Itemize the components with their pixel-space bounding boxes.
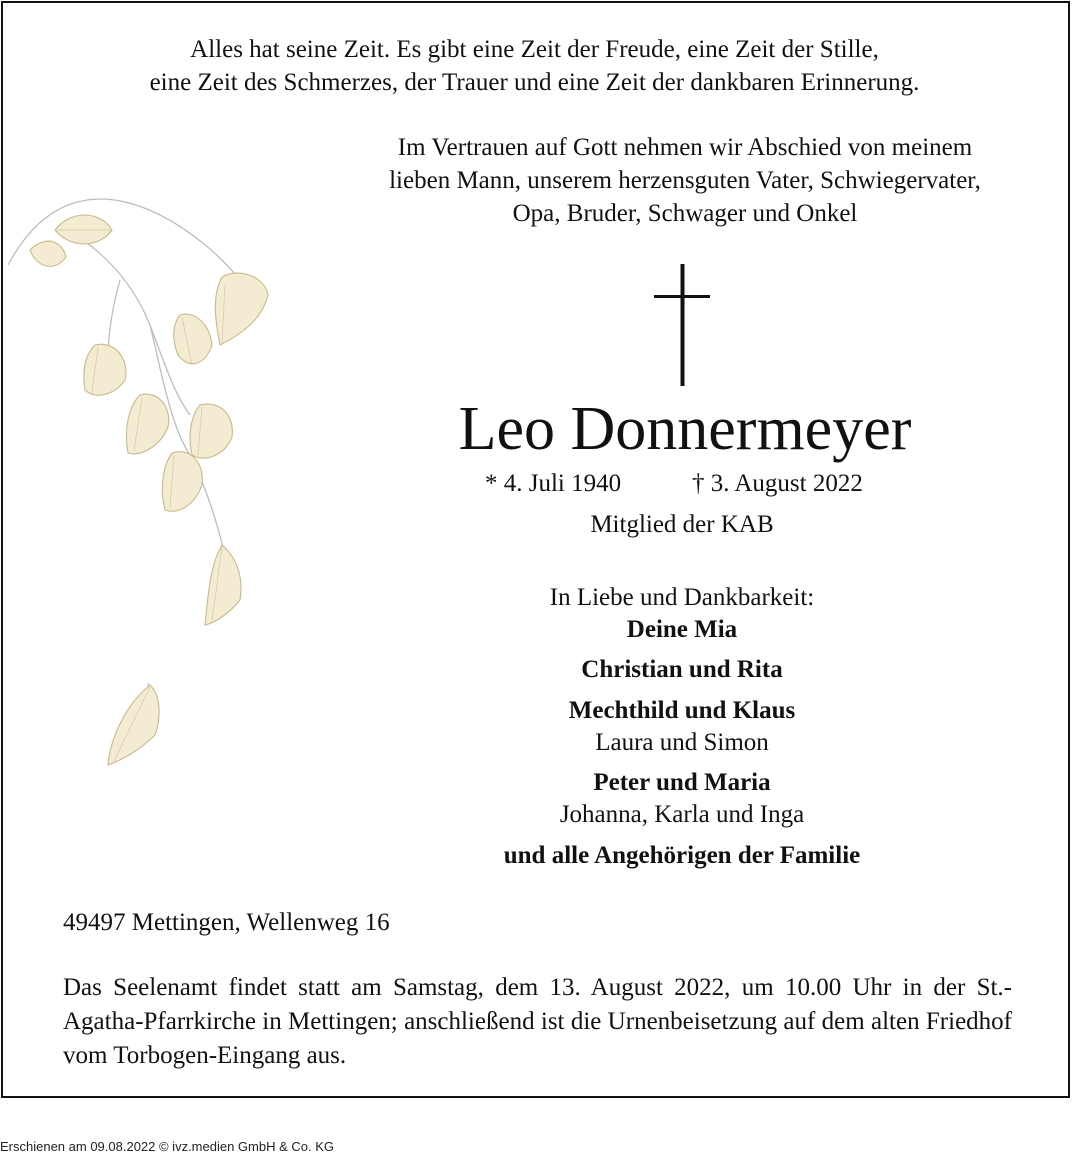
mourner-grandchildren: Johanna, Karla und Inga (559, 801, 805, 828)
mourner-relatives: und alle Angehörigen der Familie (503, 842, 861, 869)
publication-footer: Erschienen am 09.08.2022 © ivz.medien GmbH & Co. KG (0, 1139, 335, 1154)
mourner-couple: Mechthild und Klaus (568, 697, 796, 724)
intro-line: Opa, Bruder, Schwager und Onkel (512, 200, 858, 227)
death-date: † 3. August 2022 (692, 470, 863, 497)
motto-line: eine Zeit des Schmerzes, der Trauer und eine Zeit der dankbaren Erinnerung. (149, 69, 920, 96)
service-announcement: Das Seelenamt findet statt am Samstag, dem 13. August 2022, um 10.00 Uhr in der St.-Agatha-Pfarrkirche in Mettingen; anschließend ist die Urnenbeisetzung auf dem alten Friedhof vom Torbogen-Eingang aus. (63, 974, 1012, 1069)
deceased-name: Leo Donnermeyer (458, 395, 912, 463)
motto-line: Alles hat seine Zeit. Es gibt eine Zeit der Freude, eine Zeit der Stille, (190, 36, 879, 63)
family-address: 49497 Mettingen, Wellenweg 16 (63, 909, 390, 936)
mourners-list (380, 582, 984, 872)
mourner-couple: Peter und Maria (593, 769, 771, 796)
birch-branch-illustration (0, 185, 300, 775)
intro-text (340, 131, 1030, 230)
mourner-couple: Christian und Rita (581, 656, 783, 683)
motto-quote (0, 33, 1069, 99)
intro-line: Im Vertrauen auf Gott nehmen wir Abschied von meinem (397, 134, 973, 161)
latin-cross-icon (652, 264, 712, 386)
intro-line: lieben Mann, unserem herzensguten Vater, Schwiegervater, (389, 167, 981, 194)
membership-note: Mitglied der KAB (590, 511, 774, 538)
birth-date: * 4. Juli 1940 (485, 470, 622, 497)
mourner-grandchildren: Laura und Simon (595, 729, 769, 756)
mourners-greeting: In Liebe und Dankbarkeit: (549, 584, 815, 611)
mourner-wife: Deine Mia (626, 616, 738, 643)
